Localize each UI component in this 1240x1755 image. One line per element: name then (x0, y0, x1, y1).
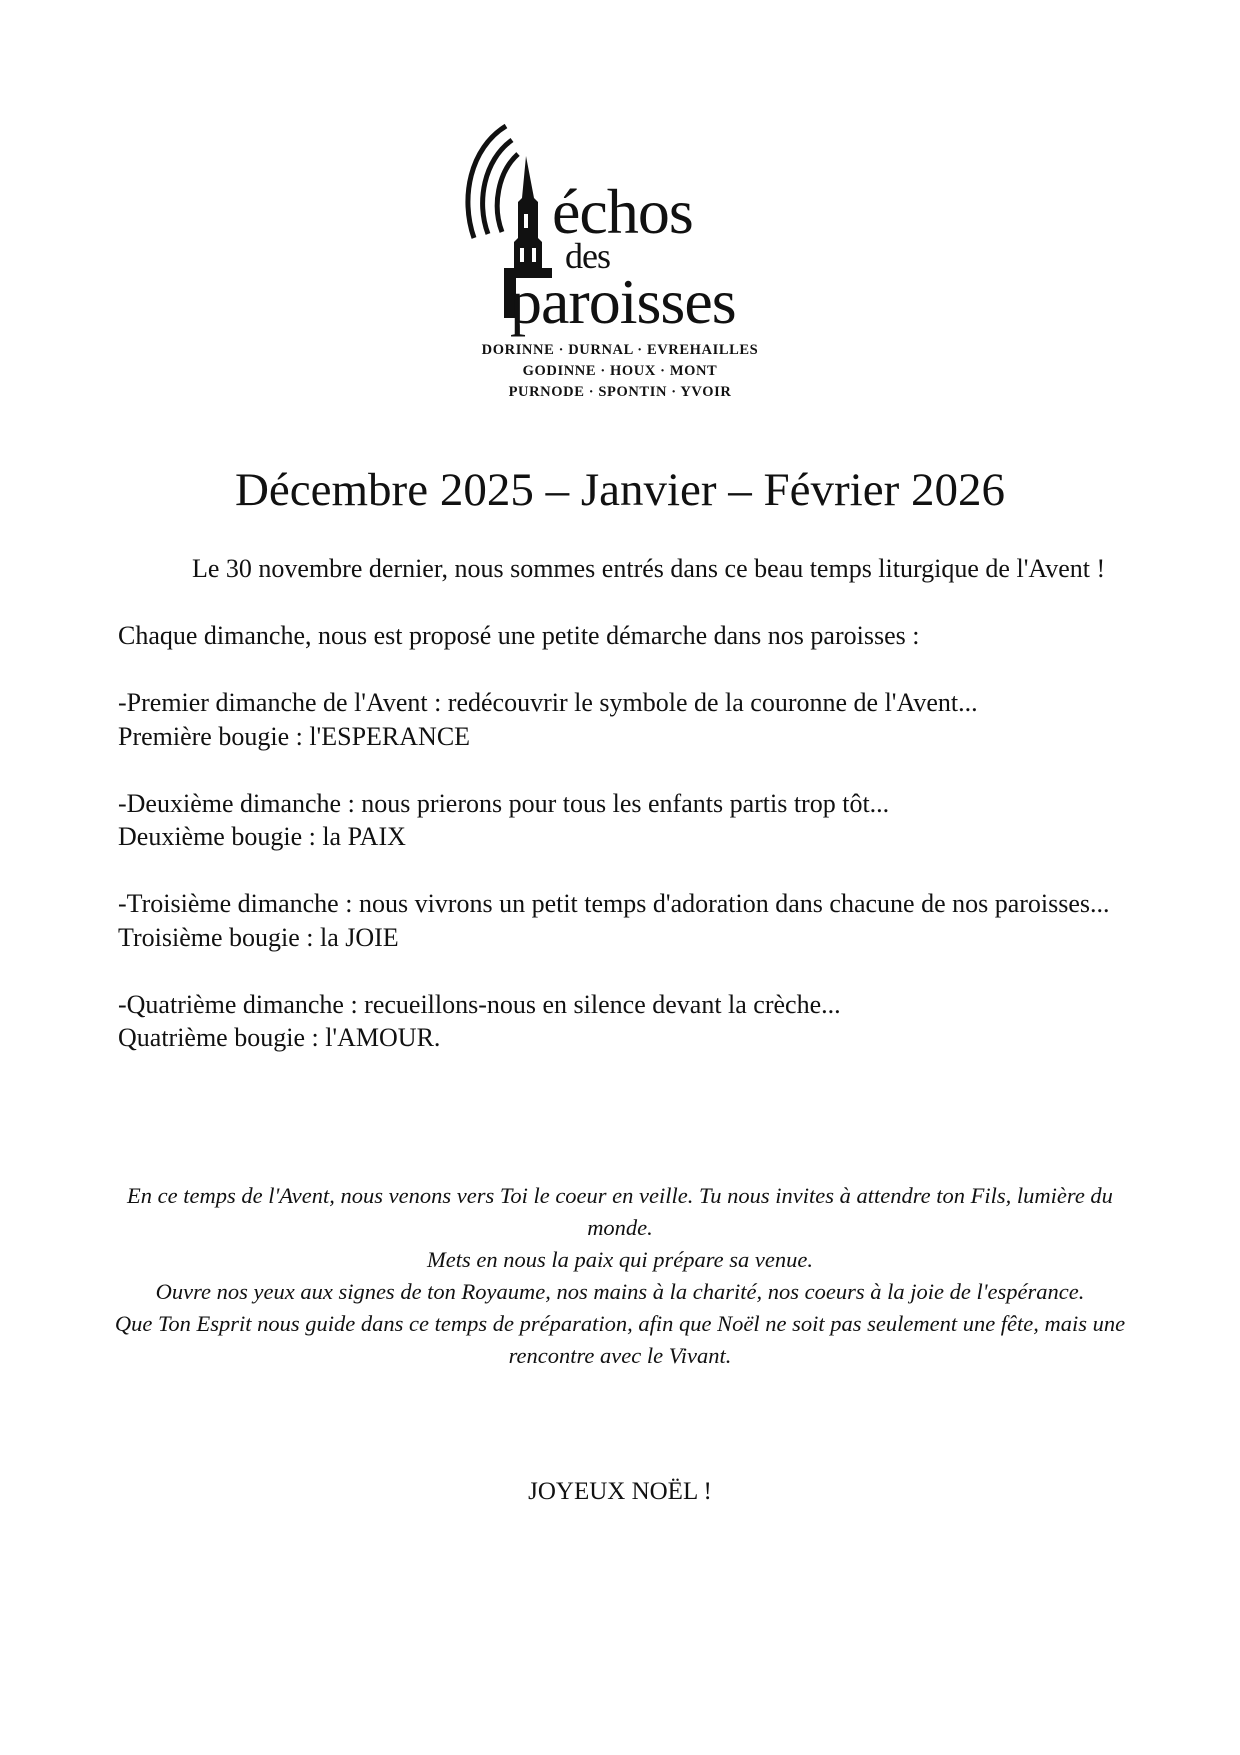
logo (460, 118, 780, 408)
body-text (118, 552, 1118, 1055)
village-line: PURNODE · SPONTIN · YVOIR (508, 384, 732, 400)
prayer-line: Mets en nous la paix qui prépare sa venue. (427, 1247, 813, 1272)
closing-greeting: JOYEUX NOËL ! (528, 1478, 712, 1505)
village-line: DORINNE · DURNAL · EVREHAILLES (481, 342, 759, 358)
sunday-line: -Troisième dimanche : nous vivrons un petit temps d'adoration dans chacune de nos paroisses... (118, 889, 1110, 918)
prayer-line: Ouvre nos yeux aux signes de ton Royaume, nos mains à la charité, nos coeurs à la joie de l'espérance. (155, 1279, 1085, 1304)
sunday-line: -Quatrième dimanche : recueillons-nous en silence devant la crèche... (118, 989, 841, 1019)
prayer-line: En ce temps de l'Avent, nous venons vers Toi le coeur en veille. Tu nous invites à attendre ton Fils, lumière du monde. (127, 1183, 1113, 1240)
logo-word-echos: échos (552, 176, 693, 247)
logo-villages (460, 340, 780, 403)
page-title: Décembre 2025 – Janvier – Février 2026 (234, 464, 1006, 516)
prayer-line: Que Ton Esprit nous guide dans ce temps de préparation, afin que Noël ne soit pas seulement une fête, mais une rencontre avec le Vivant. (114, 1311, 1126, 1368)
sunday-line: -Premier dimanche de l'Avent : redécouvrir le symbole de la couronne de l'Avent... (118, 688, 978, 717)
candle-line: Deuxième bougie : la PAIX (118, 822, 406, 851)
logo-word-des: des (565, 236, 610, 276)
sunday-line: -Deuxième dimanche : nous prierons pour tous les enfants partis trop tôt... (118, 788, 890, 818)
advent-prayer (110, 1180, 1130, 1372)
intro-paragraph: Le 30 novembre dernier, nous sommes entrés dans ce beau temps liturgique de l'Avent ! (192, 554, 1106, 583)
logo-word-paroisses: paroisses (510, 266, 736, 337)
candle-line: Troisième bougie : la JOIE (118, 922, 399, 952)
village-line: GODINNE · HOUX · MONT (522, 363, 718, 379)
candle-line: Quatrième bougie : l'AMOUR. (118, 1023, 441, 1052)
candle-line: Première bougie : l'ESPERANCE (118, 721, 471, 751)
chaque-paragraph: Chaque dimanche, nous est proposé une petite démarche dans nos paroisses : (118, 621, 920, 650)
